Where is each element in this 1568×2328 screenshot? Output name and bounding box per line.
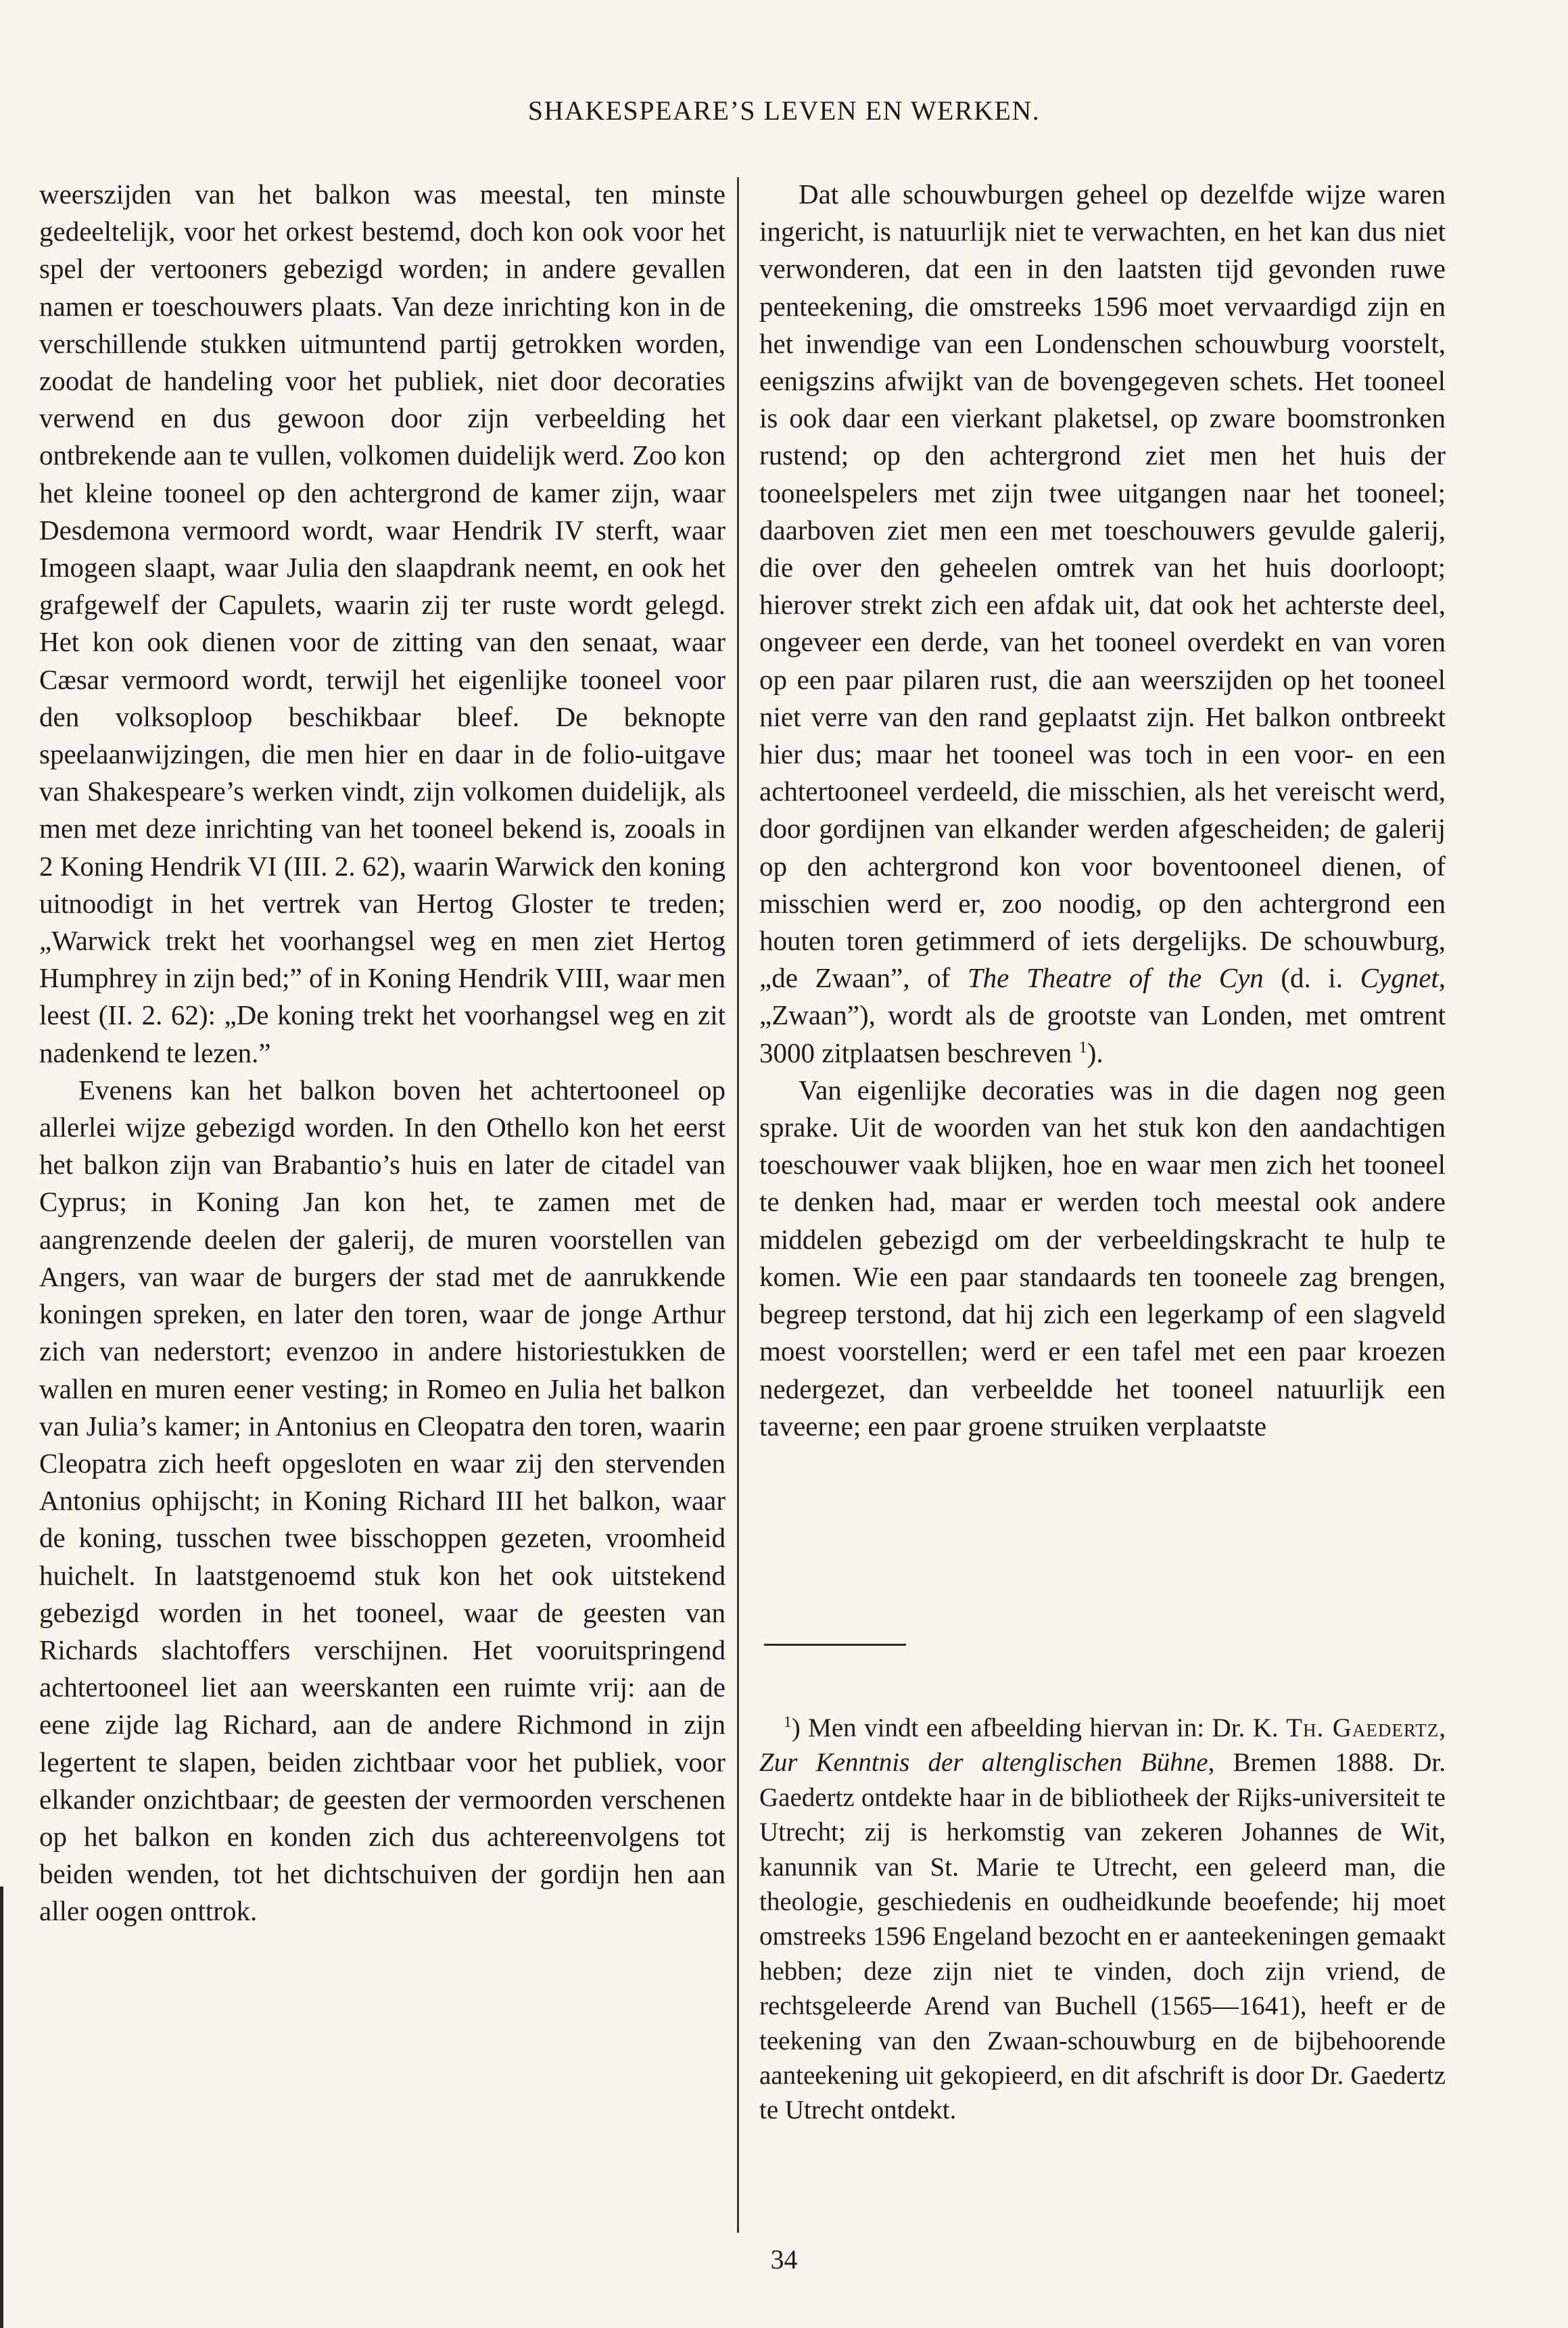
- page-number: 34: [770, 2244, 798, 2275]
- right-paragraph-1: [759, 176, 1446, 1072]
- column-divider: [737, 177, 739, 2233]
- left-column: [39, 176, 726, 1930]
- left-paragraph-1: weerszijden van het balkon was meestal, ten minste gedeeltelijk, voor het orkest bestemd, doch kon ook voor het spel der vertooners gebezigd worden; in andere gevallen namen er toeschouwers plaats. Van deze inrichting kon in de verschillende stukken uitmuntend partij getrokken worden, zoodat de handeling voor het publiek, niet door decoraties verwend en dus gewoon door zijn verbeelding het ontbrekende aan te vullen, volkomen duidelijk werd. Zoo kon het kleine tooneel op den achtergrond de kamer zijn, waar Desdemona vermoord wordt, waar Hendrik IV sterft, waar Imogeen slaapt, waar Julia den slaapdrank neemt, en ook het grafgewelf der Capulets, waarin zij ter ruste wordt gelegd. Het kon ook dienen voor de zitting van den senaat, waar Cæsar vermoord wordt, terwijl het eigenlijke tooneel voor den volksoploop beschikbaar bleef. De beknopte speelaanwijzingen, die men hier en daar in de folio-uitgave van Shakespeare’s werken vindt, zijn volkomen duidelijk, als men met deze inrichting van het tooneel bekend is, zooals in 2 Koning Hendrik VI (III. 2. 62), waarin Warwick den koning uitnoodigt in het vertrek van Hertog Gloster te treden; „Warwick trekt het voorhangsel weg en men ziet Hertog Humphrey in zijn bed;” of in Koning Hendrik VIII, waar men leest (II. 2. 62): „De koning trekt het voorhangsel weg en zit nadenkend te lezen.”: [39, 179, 726, 1068]
- footnote-reference[interactable]: 1: [1078, 1038, 1087, 1057]
- right-paragraph-1-text: Dat alle schouwburgen geheel op dezelfde wijze waren ingericht, is natuurlijk niet te verwachten, en het kan dus niet verwonderen, dat een in den laatsten tijd gevonden ruwe penteekening, die omstreeks 1596 moet vervaardigd zijn en het inwendige van een Londenschen schouwburg voorstelt, eenigszins afwijkt van de bovengegeven schets. Het tooneel is ook daar een vierkant plaketsel, op zware boomstronken rustend; op den achtergrond ziet men het huis der tooneelspelers met zijn twee uitgangen naar het tooneel; daarboven ziet men een met toeschouwers gevulde galerij, die over den geheelen omtrek van het huis doorloopt; hierover strekt zich een afdak uit, dat ook het achterste deel, ongeveer een derde, van het tooneel overdekt en van voren op een paar pilaren rust, die aan weerszijden op het tooneel niet verre van den rand geplaatst zijn. Het balkon ontbreekt hier dus; maar het tooneel was toch in een voor- en een achtertooneel verdeeld, die misschien, als het vereischt werd, door gordijnen van elkander werden afgescheiden; de galerij op den achtergrond kon voor boventooneel dienen, of misschien werd er, zoo noodig, op den achtergrond een houten toren getimmerd of iets dergelijks. De schouwburg, „de Zwaan”, of: [759, 179, 1446, 994]
- footnote-marker: 1: [784, 1713, 792, 1731]
- footnote-lead: ) Men vindt een afbeelding hiervan in: Dr. K.: [791, 1713, 1279, 1742]
- theatre-title: The Theatre of the Cyn: [967, 962, 1264, 994]
- cygnet-word: Cygnet: [1360, 962, 1439, 994]
- footnote-rule: [764, 1644, 906, 1646]
- footnote-book-title: Zur Kenntnis der altenglischen Bühne: [759, 1748, 1208, 1778]
- footnote-paragraph: $^1$) Men vindt een afbeelding hiervan in: Dr. K. Th. Gaedertz, Zur Kenntnis der altenglischen Bühne, Bremen 1888. Dr. Gaedertz ontdekte haar in de bibliotheek der Rijks-universiteit te Utrecht; zij is herkomstig van zekeren Johannes de Wit, kanunnik van St. Marie te Utrecht, een geleerd man, die theologie, geschiedenis en oudheidkunde beoefende; hij moet omstreeks 1596 Engeland bezocht en er aanteekeningen gemaakt hebben; deze zijn niet te vinden, doch zijn vriend, de rechtsgeleerde Arend van Buchell (1565—1641), heeft er de teekening van den Zwaan-schouwburg en de bijbehoorende aanteekening uit gekopieerd, en dit afschrift is door Dr. Gaedertz te Utrecht ontdekt.: [759, 1713, 1446, 2125]
- page-edge-shadow: [0, 1886, 3, 2328]
- running-header: SHAKESPEARE’S LEVEN EN WERKEN.: [527, 95, 1041, 126]
- right-paragraph-1-close: ).: [1087, 1037, 1103, 1068]
- left-paragraph-2: Evenens kan het balkon boven het achtertooneel op allerlei wijze gebezigd worden. In den Othello kon het eerst het balkon zijn van Brabantio’s huis en later de citadel van Cyprus; in Koning Jan kon het, te zamen met de aangrenzende deelen der galerij, de muren voorstellen van Angers, van waar de burgers der stad met de aanrukkende koningen spreken, en later den toren, waar de jonge Arthur zich van nederstort; evenzoo in andere historiestukken de wallen en muren eener vesting; in Romeo en Julia het balkon van Julia’s kamer; in Antonius en Cleopatra den toren, waarin Cleopatra zich heeft opgesloten en waar zij den stervenden Antonius ophijscht; in Koning Richard III het balkon, waar de koning, tusschen twee bisschoppen gezeten, vroomheid huichelt. In laatstgenoemd stuk kon het ook uitstekend gebezigd worden in het tooneel, waar de geesten van Richards slachtoffers verschijnen. Het vooruitspringend achtertooneel liet aan weerskanten een ruimte vrij: aan de eene zijde lag Richard, aan de andere Richmond in zijn legertent te slapen, beiden zichtbaar voor het publiek, voor elkander onzichtbaar; de geesten der vermoorden verschenen op het balkon en konden zich dus achtereenvolgens tot beiden wenden, tot het dichtschuiven der gordijn hen aan aller oogen onttrok.: [39, 1074, 726, 1927]
- right-paragraph-1-end: , „Zwaan”), wordt als de grootste van Londen, met omtrent 3000 zitplaatsen beschreven: [759, 962, 1446, 1068]
- footnote-author: Th. Gaedertz: [1286, 1713, 1440, 1742]
- right-column: [759, 176, 1446, 1445]
- footnote-body: , Bremen 1888. Dr. Gaedertz ontdekte haar in de bibliotheek der Rijks-universiteit te Utrecht; zij is herkomstig van zekeren Johannes de Wit, kanunnik van St. Marie te Utrecht, een geleerd man, die theologie, geschiedenis en oudheidkunde beoefende; hij moet omstreeks 1596 Engeland bezocht en er aanteekeningen gemaakt hebben; deze zijn niet te vinden, doch zijn vriend, de rechtsgeleerde Arend van Buchell (1565—1641), heeft er de teekening van den Zwaan-schouwburg en de bijbehoorende aanteekening uit gekopieerd, en dit afschrift is door Dr. Gaedertz te Utrecht ontdekt.: [759, 1748, 1446, 2125]
- right-paragraph-2: Van eigenlijke decoraties was in die dagen nog geen sprake. Uit de woorden van het stuk kon den aandachtigen toeschouwer vaak blijken, hoe en waar men zich het tooneel te denken had, maar er werden toch meestal ook andere middelen gebezigd om der verbeeldingskracht te hulp te komen. Wie een paar standaards ten tooneele zag brengen, begreep terstond, dat hij zich een legerkamp of een slagveld moest voorstellen; werd er een tafel met een paar kroezen nedergezet, dan verbeeldde het tooneel natuurlijk een taveerne; een paar groene struiken verplaatste: [759, 1074, 1446, 1442]
- right-paragraph-1-mid: (d. i.: [1281, 962, 1344, 994]
- footnote: [759, 1711, 1446, 2128]
